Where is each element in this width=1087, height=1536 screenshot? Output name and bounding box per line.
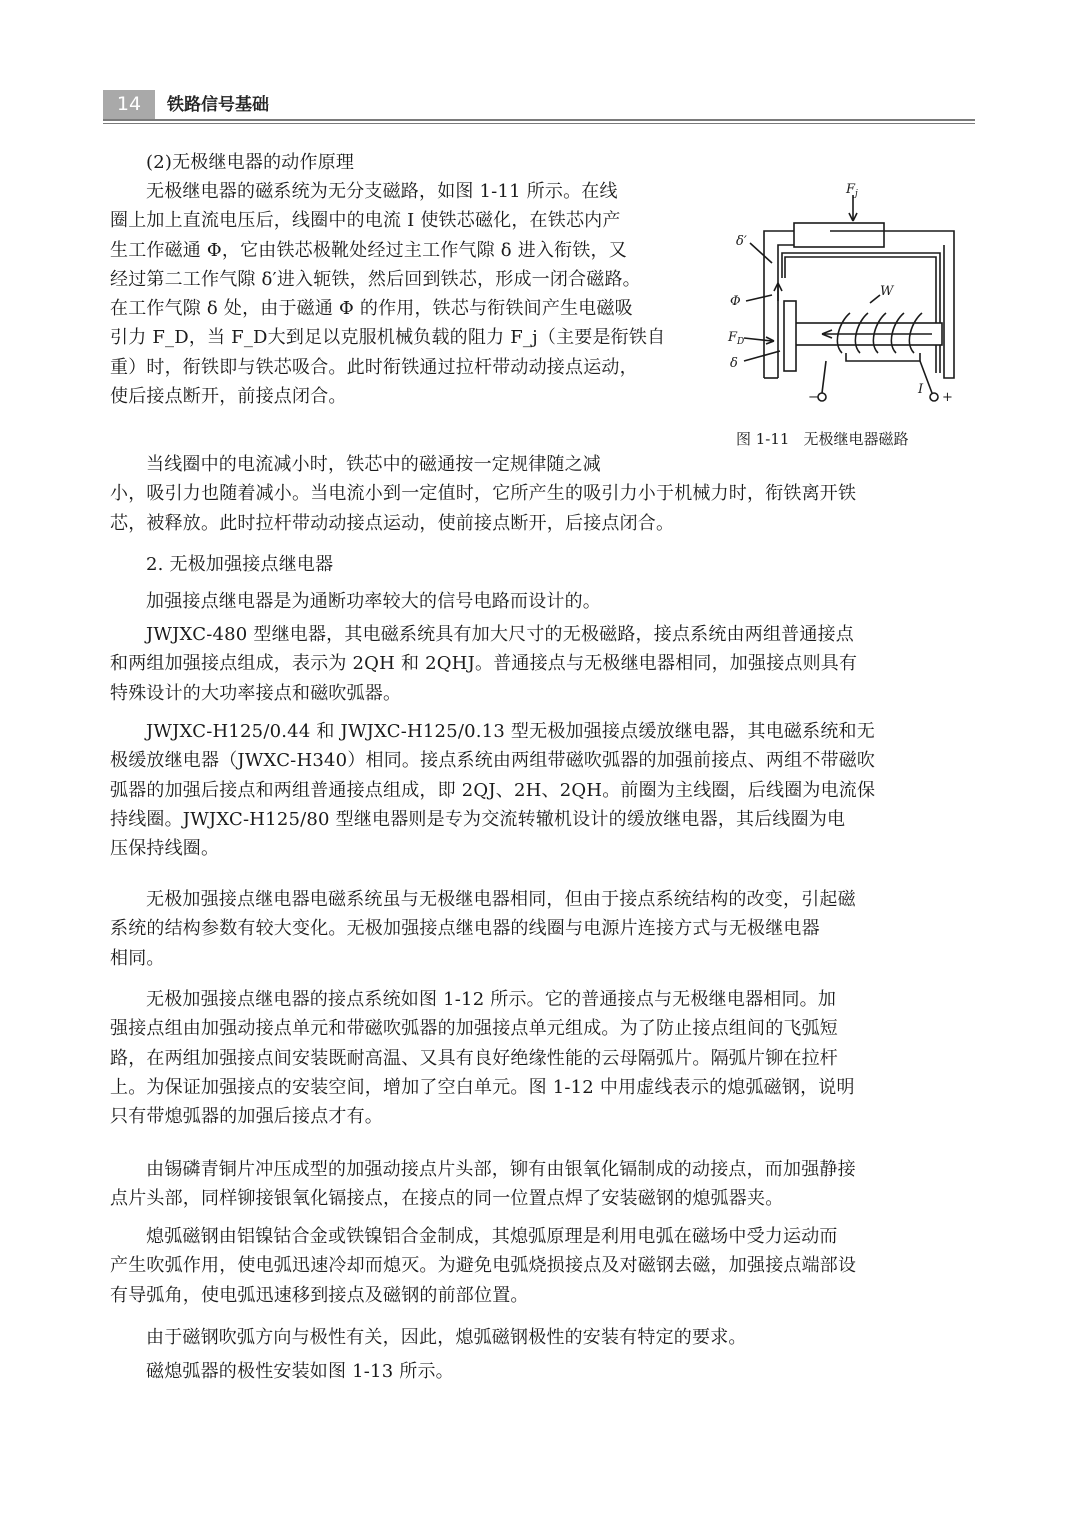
text-line: 无极继电器的磁系统为无分支磁路，如图 1-11 所示。在线 — [146, 181, 618, 202]
text-line: 经过第二工作气隙 δ′进入轭铁，然后回到铁芯，形成一闭合磁路。 — [110, 268, 641, 290]
running-header — [103, 90, 975, 120]
page-number: 14 — [103, 90, 155, 119]
book-title: 铁路信号基础 — [167, 95, 269, 115]
paragraph-polarity — [110, 1323, 976, 1352]
text-line: 在工作气隙 δ 处，由于磁通 Φ 的作用，铁芯与衔铁间产生电磁吸 — [110, 298, 633, 320]
svg-text:W: W — [880, 284, 894, 299]
text-line: 系统的结构参数有较大变化。无极加强接点继电器的线圈与电源片连接方式与无极继电器 — [110, 918, 820, 940]
text-line: 由于磁钢吹弧方向与极性有关，因此，熄弧磁钢极性的安装有特定的要求。 — [146, 1327, 747, 1348]
relay-diagram — [722, 183, 972, 423]
text-line: 使后接点断开，前接点闭合。 — [110, 386, 347, 408]
text-line: 有导弧角，使电弧迅速移到接点及磁钢的前部位置。 — [110, 1284, 529, 1306]
svg-text:Φ: Φ — [730, 294, 741, 309]
text-line: 生工作磁通 Φ，它由铁芯极靴处经过主工作气隙 δ 进入衔铁，又 — [110, 239, 627, 261]
text-line: 点片头部，同样铆接银氧化镉接点，在接点的同一位置点焊了安装磁钢的熄弧器夹。 — [110, 1188, 784, 1210]
paragraph-release — [110, 450, 976, 538]
terminal-minus — [818, 393, 826, 401]
text-line: 芯，被释放。此时拉杆带动动接点运动，使前接点断开，后接点闭合。 — [110, 512, 675, 534]
text-line: 压保持线圈。 — [110, 838, 220, 860]
text-line: 重）时，衔铁即与铁芯吸合。此时衔铁通过拉杆带动动接点运动， — [110, 356, 638, 378]
text-line: 只有带熄弧器的加强后接点才有。 — [110, 1106, 383, 1128]
text-line: 熄弧磁钢由铝镍钴合金或铁镍铝合金制成，其熄弧原理是利用电弧在磁场中受力运动而 — [146, 1226, 838, 1247]
svg-text:δ: δ — [730, 356, 738, 371]
pole-shoe — [784, 301, 796, 371]
text-line: 和两组加强接点组成，表示为 2QH 和 2QHJ。普通接点与无极继电器相同，加强接点则具有 — [110, 653, 858, 675]
text-line: 相同。 — [110, 947, 165, 969]
paragraph-figure-ref — [110, 1357, 976, 1386]
figure-title: 无极继电器磁路 — [803, 430, 909, 448]
text-line: JWJXC-H125/0.44 和 JWJXC-H125/0.13 型无极加强接点缓放继电器，其电磁系统和无 — [146, 721, 875, 742]
paragraph-jwjxc-h125 — [110, 717, 976, 863]
text-line: 上。为保证加强接点的安装空间，增加了空白单元。图 1-12 中用虚线表示的熄弧磁钢，说明 — [110, 1076, 855, 1098]
text-line: 弧器的加强后接点和两组普通接点组成，即 2QJ、2H、2QH。前圈为主线圈，后线圈为电流保 — [110, 779, 876, 801]
svg-text:FD: $F_D$ — [728, 330, 745, 347]
text-line: 由锡磷青铜片冲压成型的加强动接点片头部，铆有由银氧化镉制成的动接点，而加强静接 — [146, 1159, 856, 1180]
header-rule — [103, 119, 975, 121]
text-line: 加强接点继电器是为通断功率较大的信号电路而设计的。 — [146, 591, 601, 612]
text-line: 持线圈。JWJXC-H125/80 型继电器则是专为交流转辙机设计的缓放继电器，其后线圈为电 — [110, 808, 846, 830]
section-heading: 2. 无极加强接点继电器 — [146, 554, 334, 575]
paragraph-jwjxc480 — [110, 620, 976, 708]
text-line: 特殊设计的大功率接点和磁吹弧器。 — [110, 682, 402, 704]
paragraph-electromagnetic — [110, 885, 976, 973]
svg-text:δ′: δ′ — [736, 234, 747, 249]
svg-text:I: I — [918, 382, 924, 397]
text-line: 无极加强接点继电器电磁系统虽与无极继电器相同，但由于接点系统结构的改变，引起磁 — [146, 889, 856, 910]
terminal-plus — [930, 393, 938, 401]
text-line: 当线圈中的电流减小时，铁芯中的磁通按一定规律随之减 — [146, 454, 601, 475]
text-line: 极缓放继电器（JWXC-H340）相同。接点系统由两组带磁吹弧器的加强前接点、两组不带磁吹 — [110, 750, 876, 772]
svg-text:Fj: $F_j$ — [846, 183, 858, 199]
text-line: 路，在两组加强接点间安装既耐高温、又具有良好绝缘性能的云母隔弧片。隔弧片铆在拉杆 — [110, 1047, 838, 1069]
figure-number: 图 1-11 — [736, 430, 790, 448]
subsection-heading: (2)无极继电器的动作原理 — [146, 152, 355, 173]
text-line: 引力 F_D，当 F_D大到足以克服机械负载的阻力 F_j（主要是衔铁自 — [110, 327, 666, 349]
svg-text:−: − — [808, 390, 819, 405]
armature — [794, 223, 884, 247]
text-line: 产生吹弧作用，使电弧迅速冷却而熄灭。为避免电弧烧损接点及对磁钢去磁，加强接点端部设 — [110, 1255, 857, 1277]
text-line: 强接点组由加强动接点单元和带磁吹弧器的加强接点单元组成。为了防止接点组间的飞弧短 — [110, 1018, 838, 1040]
svg-text:+: + — [942, 390, 953, 405]
text-line: 圈上加上直流电压后，线圈中的电流 I 使铁芯磁化，在铁芯内产 — [110, 210, 621, 232]
paragraph-intro — [110, 587, 976, 616]
figure-caption — [736, 428, 908, 450]
header-rule-thin — [103, 123, 975, 124]
figure-relay-magnetic-circuit — [722, 183, 972, 423]
text-line: 无极加强接点继电器的接点系统如图 1-12 所示。它的普通接点与无极继电器相同。加 — [146, 989, 837, 1010]
text-line: JWJXC-480 型继电器，其电磁系统具有加大尺寸的无极磁路，接点系统由两组普通接点 — [146, 624, 854, 645]
paragraph-operating-principle — [110, 177, 706, 411]
text-line: 小，吸引力也随着减小。当电流小到一定值时，它所产生的吸引力小于机械力时，衔铁离开铁 — [110, 483, 857, 505]
paragraph-contact-material — [110, 1155, 976, 1214]
paragraph-magnet — [110, 1222, 976, 1310]
paragraph-contact-system — [110, 985, 976, 1131]
text-line: 磁熄弧器的极性安装如图 1-13 所示。 — [146, 1361, 454, 1382]
